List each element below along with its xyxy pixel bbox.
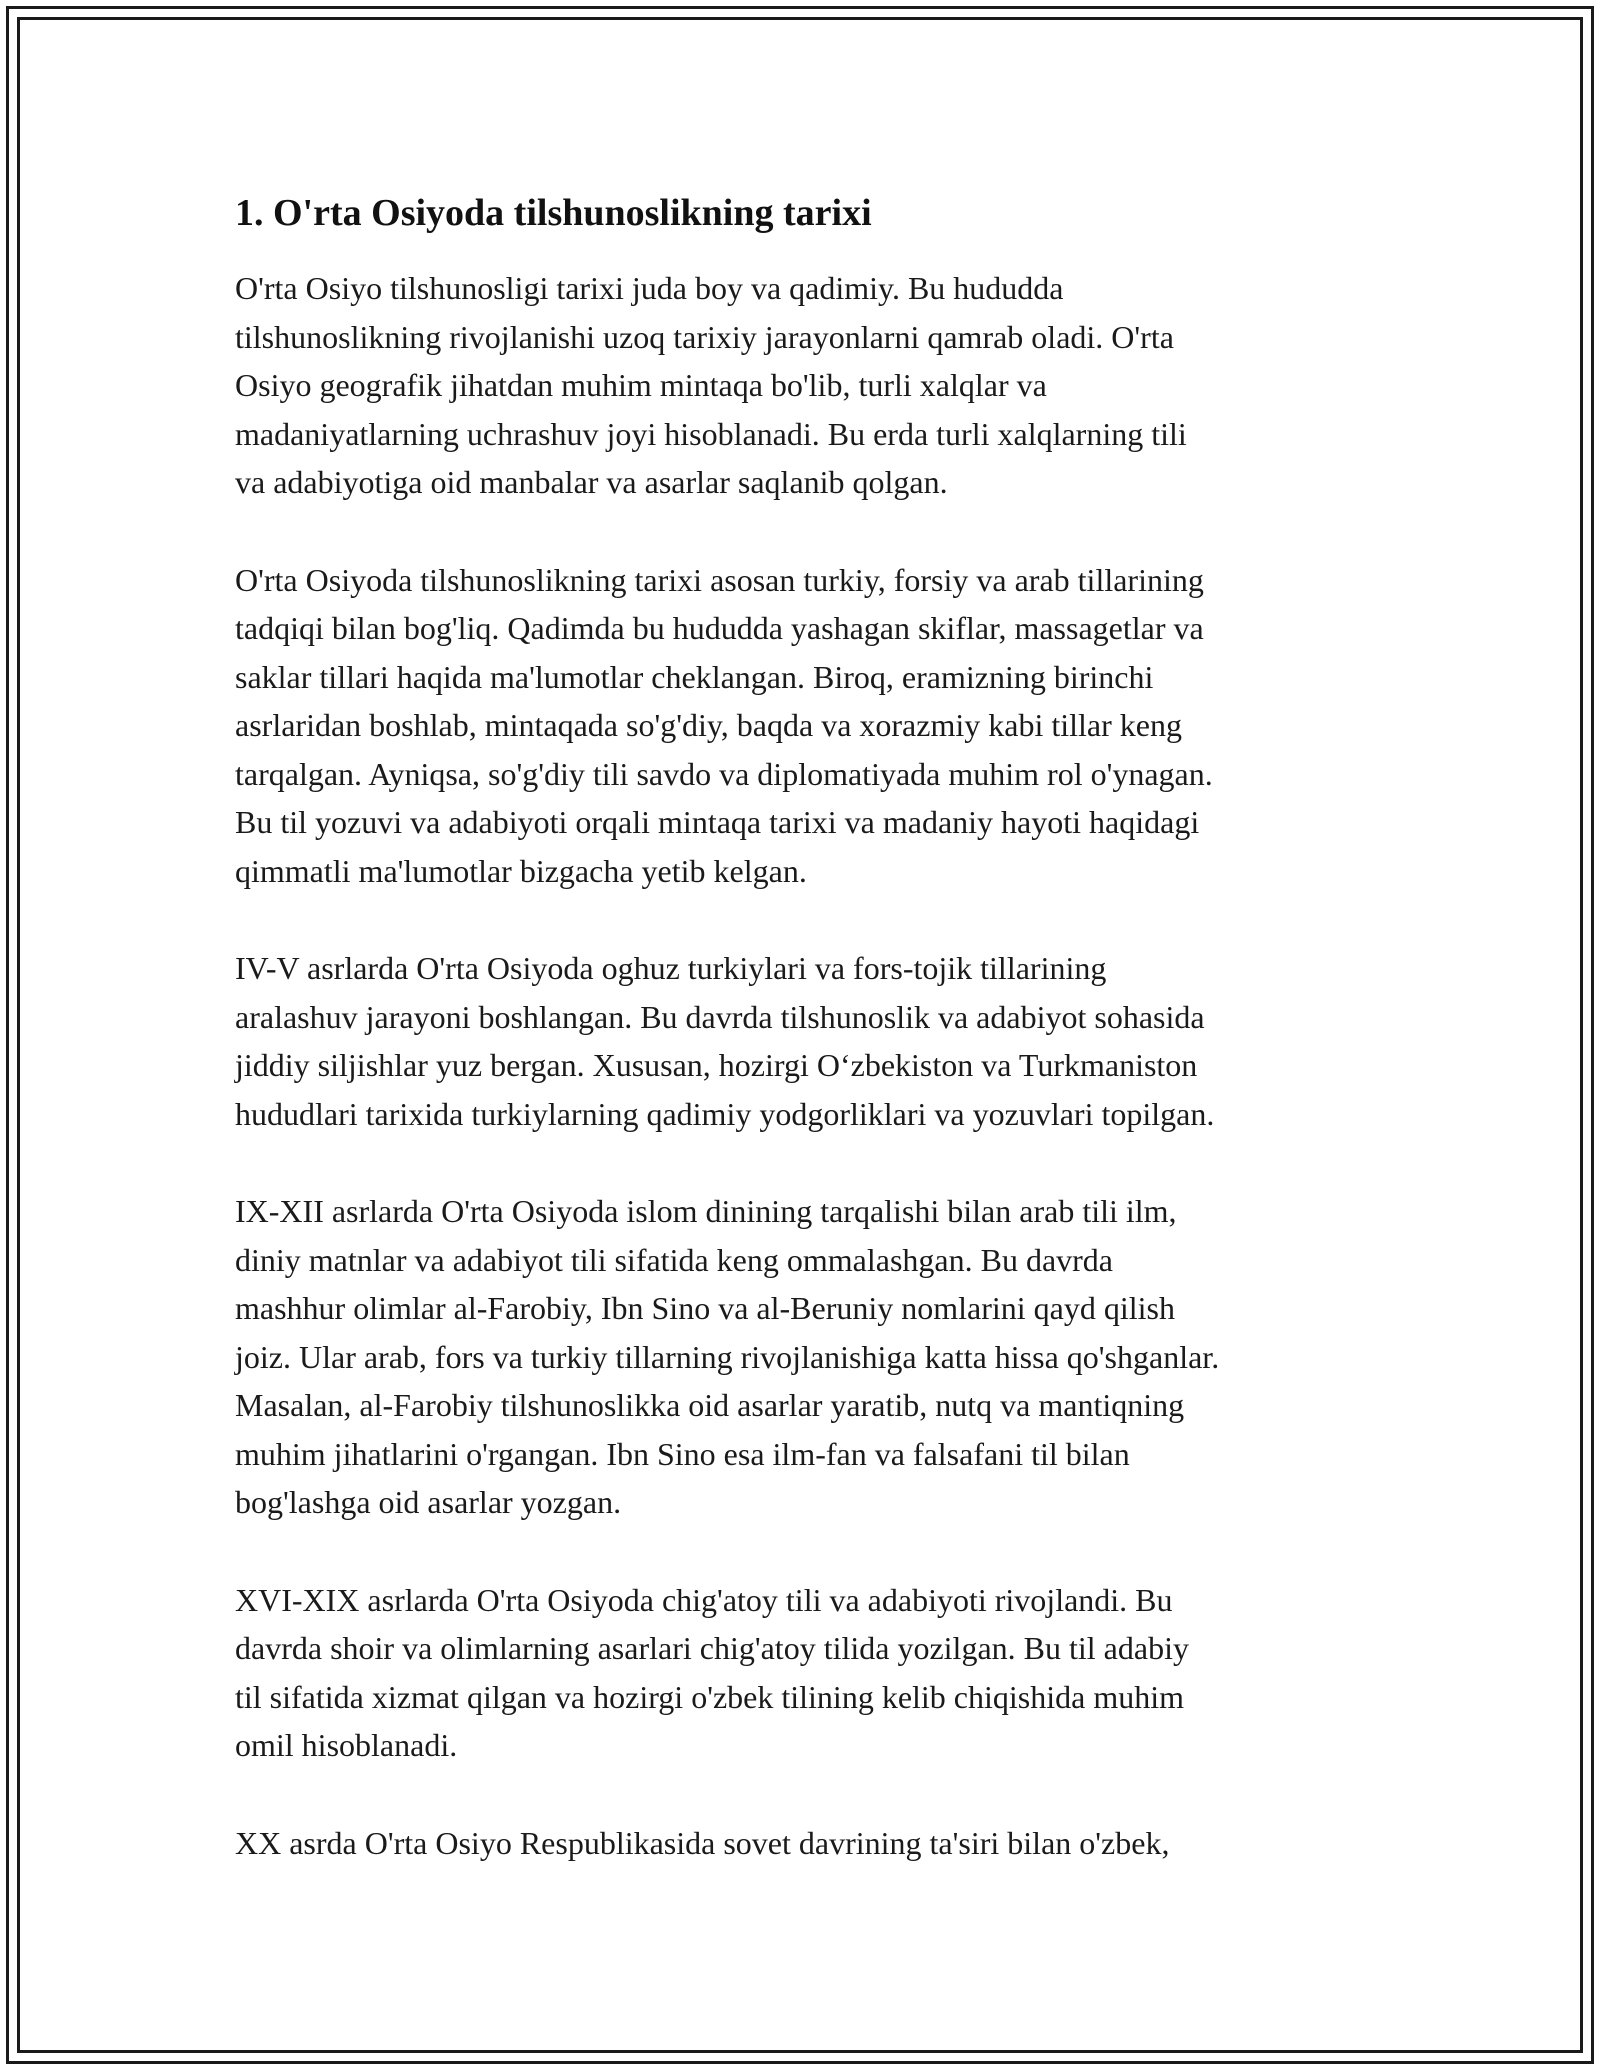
paragraph-line: O'rta Osiyoda tilshunoslikning tarixi asosan turkiy, forsiy va arab tillarining — [235, 561, 1204, 598]
paragraph-line: aralashuv jarayoni boshlangan. Bu davrda tilshunoslik va adabiyot sohasida — [235, 998, 1205, 1035]
paragraph-line: davrda shoir va olimlarning asarlari chig'atoy tilida yozilgan. Bu til adabiy — [235, 1630, 1189, 1666]
paragraph-line: qimmatli ma'lumotlar bizgacha yetib kelgan. — [235, 852, 807, 889]
paragraph-line: Masalan, al-Farobiy tilshunoslikka oid asarlar yaratib, nutq va mantiqning — [235, 1387, 1185, 1423]
paragraph-line: asrlaridan boshlab, mintaqada so'g'diy, baqda va xorazmiy kabi tillar keng — [235, 707, 1182, 743]
paragraph-line: diniy matnlar va adabiyot tili sifatida keng ommalashgan. Bu davrda — [235, 1241, 1113, 1278]
paragraph-line: hududlari tarixida turkiylarning qadimiy yodgorliklari va yozuvlari topilgan. — [235, 1095, 1215, 1132]
paragraph-line: tadqiqi bilan bog'liq. Qadimda bu hududda yashagan skiflar, massagetlar va — [235, 610, 1204, 646]
paragraph-line: XX asrda O'rta Osiyo Respublikasida sovet davrining ta'siri bilan o'zbek, — [235, 1824, 1170, 1861]
paragraph-line: til sifatida xizmat qilgan va hozirgi o'zbek tilining kelib chiqishida muhim — [235, 1678, 1184, 1715]
paragraph — [235, 556, 1375, 896]
paragraph-line: saklar tillari haqida ma'lumotlar cheklangan. Biroq, eramizning birinchi — [235, 658, 1154, 695]
paragraph — [235, 1819, 1375, 1868]
paragraph-line: IV-V asrlarda O'rta Osiyoda oghuz turkiylari va fors-tojik tillarining — [235, 950, 1107, 986]
section-title: 1. O'rta Osiyoda tilshunoslikning tarixi — [235, 192, 872, 234]
paragraph — [235, 944, 1375, 1138]
paragraph — [235, 264, 1375, 507]
paragraph-line: va adabiyotiga oid manbalar va asarlar saqlanib qolgan. — [235, 464, 948, 500]
paragraph-line: bog'lashga oid asarlar yozgan. — [235, 1484, 622, 1520]
paragraph-line: XVI-XIX asrlarda O'rta Osiyoda chig'atoy tili va adabiyoti rivojlandi. Bu — [235, 1581, 1173, 1618]
paragraph — [235, 1187, 1375, 1527]
paragraph-line: madaniyatlarning uchrashuv joyi hisoblanadi. Bu erda turli xalqlarning tili — [235, 415, 1187, 452]
paragraph-line: O'rta Osiyo tilshunosligi tarixi juda boy va qadimiy. Bu hududda — [235, 270, 1064, 306]
paragraph-line: jiddiy siljishlar yuz bergan. Xususan, hozirgi O‘zbekiston va Turkmaniston — [235, 1047, 1198, 1083]
paragraph-line: joiz. Ular arab, fors va turkiy tillarning rivojlanishiga katta hissa qo'shganlar. — [235, 1338, 1220, 1375]
paragraph-line: tilshunoslikning rivojlanishi uzoq tarixiy jarayonlarni qamrab oladi. O'rta — [235, 318, 1174, 355]
paragraph-line: Bu til yozuvi va adabiyoti orqali mintaqa tarixi va madaniy hayoti haqidagi — [235, 804, 1200, 840]
paragraph-line: omil hisoblanadi. — [235, 1727, 458, 1763]
paragraph — [235, 1576, 1375, 1770]
paragraph-line: IX-XII asrlarda O'rta Osiyoda islom dinining tarqalishi bilan arab tili ilm, — [235, 1193, 1177, 1229]
document-body — [235, 190, 1375, 1916]
paragraph-line: Osiyo geografik jihatdan muhim mintaqa bo'lib, turli xalqlar va — [235, 367, 1047, 403]
paragraph-list — [235, 264, 1375, 1867]
paragraph-line: mashhur olimlar al-Farobiy, Ibn Sino va al-Beruniy nomlarini qayd qilish — [235, 1290, 1175, 1326]
paragraph-line: tarqalgan. Ayniqsa, so'g'diy tili savdo va diplomatiyada muhim rol o'ynagan. — [235, 755, 1213, 792]
paragraph-line: muhim jihatlarini o'rgangan. Ibn Sino esa ilm-fan va falsafani til bilan — [235, 1435, 1130, 1472]
